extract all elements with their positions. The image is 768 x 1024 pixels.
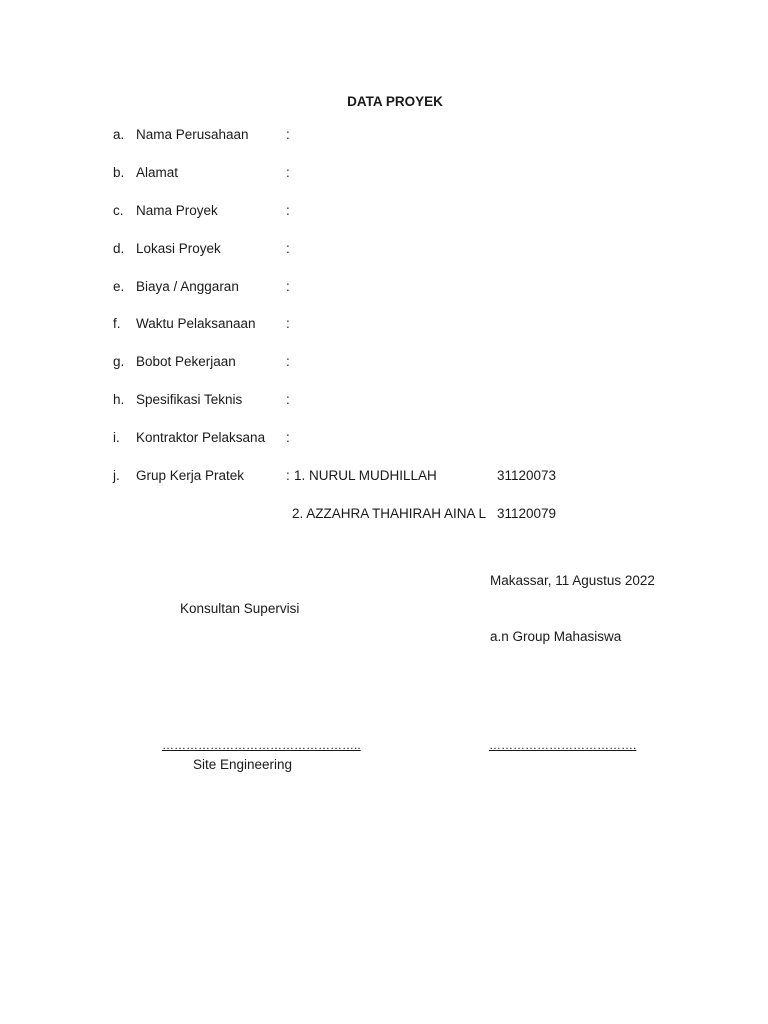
field-letter: f. [113, 316, 121, 331]
field-label: Bobot Pekerjaan [136, 354, 236, 369]
right-signatory-role: a.n Group Mahasiswa [490, 629, 622, 644]
field-colon: : [286, 430, 290, 445]
field-letter: b. [113, 165, 125, 180]
field-label: Nama Proyek [136, 203, 218, 218]
field-label: Kontraktor Pelaksana [136, 430, 266, 445]
field-label: Biaya / Anggaran [136, 279, 239, 294]
left-signature-line: ………………………………………….. [162, 738, 361, 752]
right-signature-line: ………………………………. [489, 738, 637, 752]
document-title: DATA PROYEK [347, 94, 443, 109]
field-colon: : [286, 241, 290, 256]
field-label: Lokasi Proyek [136, 241, 221, 256]
field-letter: c. [113, 203, 124, 218]
field-label: Alamat [136, 165, 179, 180]
field-colon: : [286, 392, 290, 407]
place-date: Makassar, 11 Agustus 2022 [490, 573, 655, 588]
field-colon: : [286, 165, 290, 180]
field-colon: : [286, 279, 290, 294]
member-nim: 31120079 [497, 506, 557, 521]
member-name: 1. NURUL MUDHILLAH [294, 468, 437, 483]
field-colon: : [286, 468, 290, 483]
field-letter: e. [113, 279, 125, 294]
field-letter: a. [113, 127, 125, 142]
field-label: Nama Perusahaan [136, 127, 249, 142]
member-name: 2. AZZAHRA THAHIRAH AINA L [292, 506, 487, 521]
field-letter: i. [113, 430, 120, 445]
field-letter: d. [113, 241, 125, 256]
field-letter: g. [113, 354, 125, 369]
field-letter: j. [113, 468, 120, 483]
field-letter: h. [113, 392, 125, 407]
field-label: Waktu Pelaksanaan [136, 316, 256, 331]
field-label: Grup Kerja Pratek [136, 468, 245, 483]
left-signatory-name: Site Engineering [193, 757, 293, 772]
member-nim: 31120073 [497, 468, 557, 483]
left-signatory-role: Konsultan Supervisi [180, 601, 300, 616]
field-label: Spesifikasi Teknis [136, 392, 243, 407]
field-colon: : [286, 203, 290, 218]
field-colon: : [286, 127, 290, 142]
field-colon: : [286, 316, 290, 331]
field-colon: : [286, 354, 290, 369]
